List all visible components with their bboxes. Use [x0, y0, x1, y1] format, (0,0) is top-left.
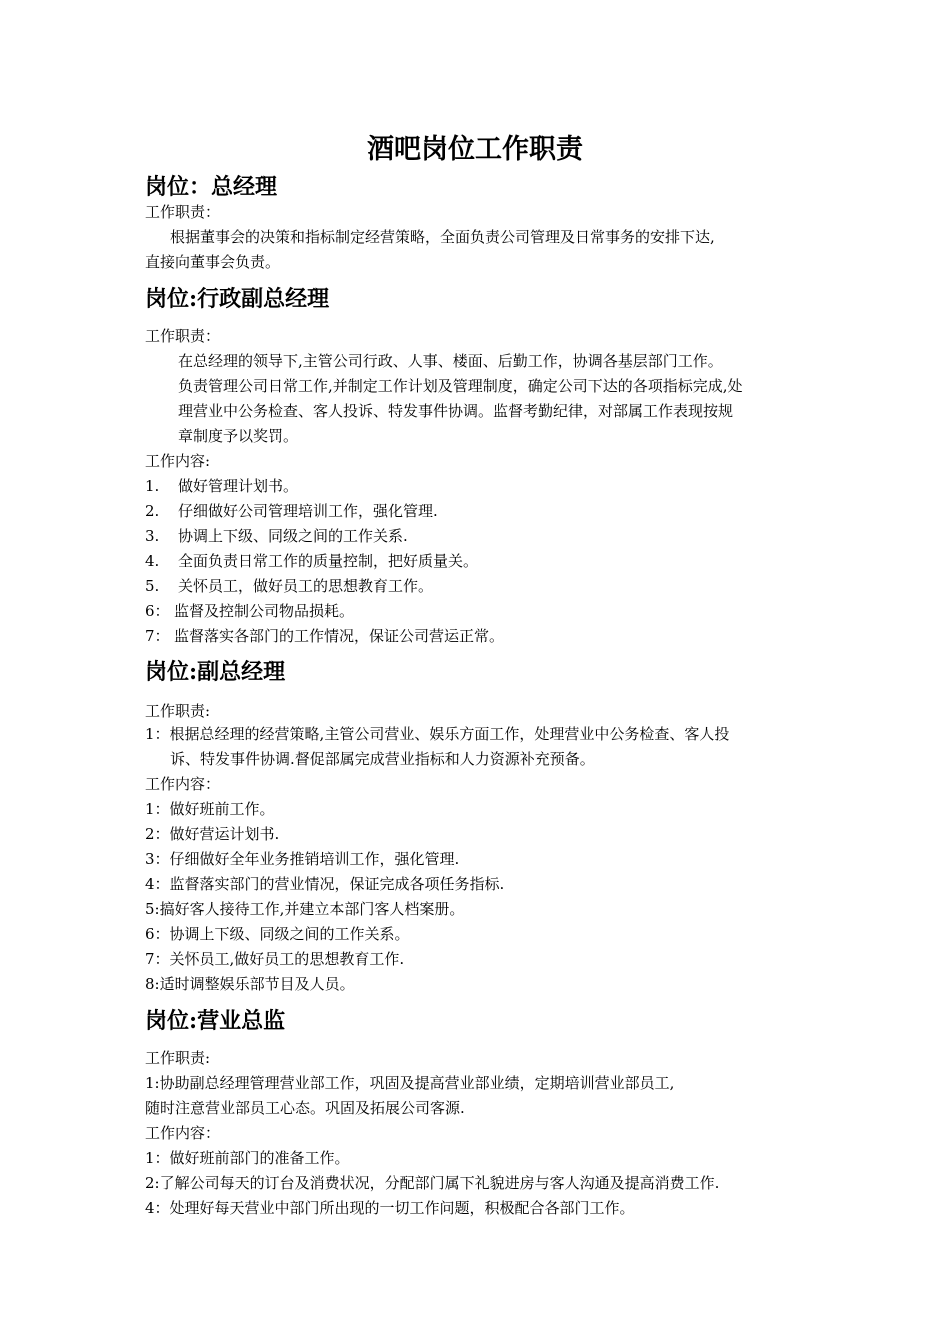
document-title: 酒吧岗位工作职责	[367, 134, 583, 165]
duty-line: 在总经理的领导下,主管公司行政、人事、楼面、后勤工作，协调各基层部门工作。	[178, 352, 723, 370]
duty-line: 章制度予以奖罚。	[178, 427, 299, 445]
duty-line: 直接向董事会负责。	[145, 253, 281, 271]
list-item: 关怀员工，做好员工的思想教育工作。	[178, 577, 434, 595]
list-item: 3：仔细做好全年业务推销培训工作，强化管理.	[145, 850, 460, 868]
duty-line: 1:协助副总经理管理营业部工作，巩固及提高营业部业绩，定期培训营业部员工,	[145, 1074, 675, 1092]
list-item: 监督落实各部门的工作情况，保证公司营运正常。	[174, 627, 505, 645]
duties-label: 工作职责:	[145, 1049, 211, 1067]
duty-line: 1：根据总经理的经营策略,主管公司营业、娱乐方面工作，处理营业中公务检查、客人投	[145, 725, 730, 743]
list-item: 1：做好班前部门的准备工作。	[145, 1149, 350, 1167]
list-item: 7：关怀员工,做好员工的思想教育工作.	[145, 950, 405, 968]
content-label: 工作内容:	[145, 452, 211, 470]
section-heading-general-manager: 岗位：总经理	[145, 174, 278, 200]
list-item: 6：协调上下级、同级之间的工作关系。	[145, 925, 410, 943]
list-item: 2:了解公司每天的订台及消费状况，分配部门属下礼貌进房与客人沟通及提高消费工作.	[145, 1174, 720, 1192]
list-number: 5.	[145, 577, 160, 595]
list-item: 监督及控制公司物品损耗。	[174, 602, 355, 620]
duties-label: 工作职责:	[145, 702, 211, 720]
list-number: 4.	[145, 552, 160, 570]
list-item: 2：做好营运计划书.	[145, 825, 280, 843]
duty-line: 随时注意营业部员工心态。巩固及拓展公司客源.	[145, 1099, 465, 1117]
list-item: 8:适时调整娱乐部节目及人员。	[145, 975, 355, 993]
list-number: 6：	[145, 602, 170, 620]
duty-line: 根据董事会的决策和指标制定经营策略，全面负责公司管理及日常事务的安排下达,	[170, 228, 715, 246]
content-label: 工作内容：	[145, 775, 221, 793]
list-item: 协调上下级、同级之间的工作关系.	[178, 527, 408, 545]
list-item: 4：处理好每天营业中部门所出现的一切工作问题，积极配合各部门工作。	[145, 1199, 635, 1217]
section-heading-admin-deputy-gm: 岗位:行政副总经理	[145, 286, 330, 312]
list-number: 1.	[145, 477, 160, 495]
list-item: 仔细做好公司管理培训工作，强化管理.	[178, 502, 438, 520]
list-number: 7：	[145, 627, 170, 645]
section-heading-sales-director: 岗位:营业总监	[145, 1008, 286, 1034]
list-number: 3.	[145, 527, 160, 545]
section-heading-deputy-gm: 岗位:副总经理	[145, 659, 286, 685]
list-number: 2.	[145, 502, 160, 520]
content-label: 工作内容：	[145, 1124, 221, 1142]
list-item: 做好管理计划书。	[178, 477, 299, 495]
duty-line: 负责管理公司日常工作,并制定工作计划及管理制度，确定公司下达的各项指标完成,处	[178, 377, 743, 395]
list-item: 4：监督落实部门的营业情况，保证完成各项任务指标.	[145, 875, 505, 893]
duty-line: 理营业中公务检查、客人投诉、特发事件协调。监督考勤纪律，对部属工作表现按规	[178, 402, 734, 420]
duty-line: 诉、特发事件协调.督促部属完成营业指标和人力资源补充预备。	[170, 750, 595, 768]
duties-label: 工作职责：	[145, 327, 221, 345]
duties-label: 工作职责：	[145, 203, 221, 221]
list-item: 1：做好班前工作。	[145, 800, 275, 818]
list-item: 全面负责日常工作的质量控制，把好质量关。	[178, 552, 479, 570]
list-item: 5:搞好客人接待工作,并建立本部门客人档案册。	[145, 900, 465, 918]
